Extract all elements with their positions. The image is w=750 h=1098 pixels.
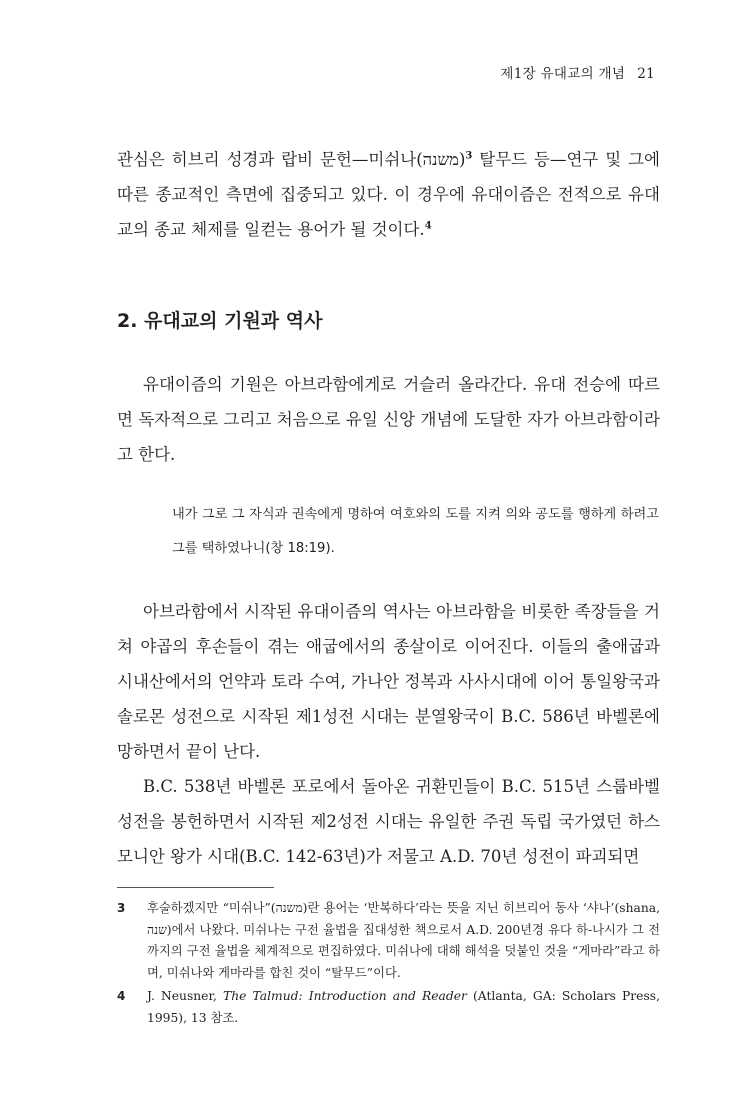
section-heading: 2. 유대교의 기원과 역사 [117, 310, 323, 332]
chapter-title: 제1장 유대교의 개념 [500, 66, 626, 82]
paragraph-top-text-2: 탈무드 등—연구 및 그에 따른 종교적인 측면에 집중되고 있다. 이 경우에 유대이즘은 전적으로 유대교의 종교 체제를 일컫는 용어가 될 것이다. [117, 150, 660, 239]
footnote-text [147, 986, 660, 1029]
running-header [500, 62, 655, 82]
footnote-number: 3 [117, 901, 126, 915]
footnote-book-title: The Talmud: Introduction and Reader [223, 989, 467, 1003]
footnotes [117, 898, 660, 1031]
paragraph-second-temple: B.C. 538년 바벨론 포로에서 돌아온 귀환민들이 B.C. 515년 스룹바벨 성전을 봉헌하면서 시작된 제2성전 시대는 유일한 주권 독립 국가였던 하스모니안 왕가 시대(B.C. 142-63년)가 저물고 A.D. 70년 성전이 파괴되면 [117, 777, 660, 866]
paragraph-top [117, 142, 660, 247]
paragraph-history: 아브라함에서 시작된 유대이즘의 역사는 아브라함을 비롯한 족장들을 거쳐 야곱의 후손들이 겪는 애굽에서의 종살이로 이어진다. 이들의 출애굽과 시내산에서의 언약과 토라 수여, 가나안 정복과 사사시대에 이어 통일왕국과 솔로몬 성전으로 시작된 제1성전 시대는 분열왕국이 B.C. 586년 바벨론에 망하면서 끝이 난다. [117, 602, 660, 761]
footnote-text: 후술하겠지만 “미쉬나”(משנה)란 용어는 ‘반복하다’라는 뜻을 지닌 히브리어 동사 ‘샤나’(shana, שנה)에서 나왔다. 미쉬나는 구전 율법을 집대성한 책으로서 A.D. 200년경 유다 하-나시가 그 전까지의 구전 율법을 체계적으로 편집하였다. 미쉬나에 대해 해석을 덧붙인 것을 “게마라”라고 하며, 미쉬나와 게마라를 합친 것이 “탈무드”이다. [147, 901, 660, 980]
footnote-divider [117, 887, 274, 888]
footnote-ref-4[interactable]: 4 [424, 220, 432, 232]
block-quote: 내가 그로 그 자식과 권속에게 명하여 여호와의 도를 지켜 의와 공도를 행하게 하려고 그를 택하였나니(창 18:19). [172, 507, 659, 556]
footnote-publication: (Atlanta, GA: Scholars Press, 1995), 13 참조. [147, 989, 660, 1025]
page-number: 21 [637, 66, 655, 82]
footnote-3 [117, 898, 660, 984]
paragraph-origin: 유대이즘의 기원은 아브라함에게로 거슬러 올라간다. 유대 전승에 따르면 독자적으로 그리고 처음으로 유일 신앙 개념에 도달한 자가 아브라함이라고 한다. [117, 375, 660, 464]
footnote-number: 4 [117, 989, 126, 1003]
footnote-ref-3[interactable]: 3 [465, 150, 473, 162]
footnote-4 [117, 986, 660, 1029]
footnote-author: J. Neusner, [147, 989, 224, 1003]
paragraph-top-text-1: 관심은 히브리 성경과 랍비 문헌—미쉬나(משנה) [117, 150, 466, 169]
